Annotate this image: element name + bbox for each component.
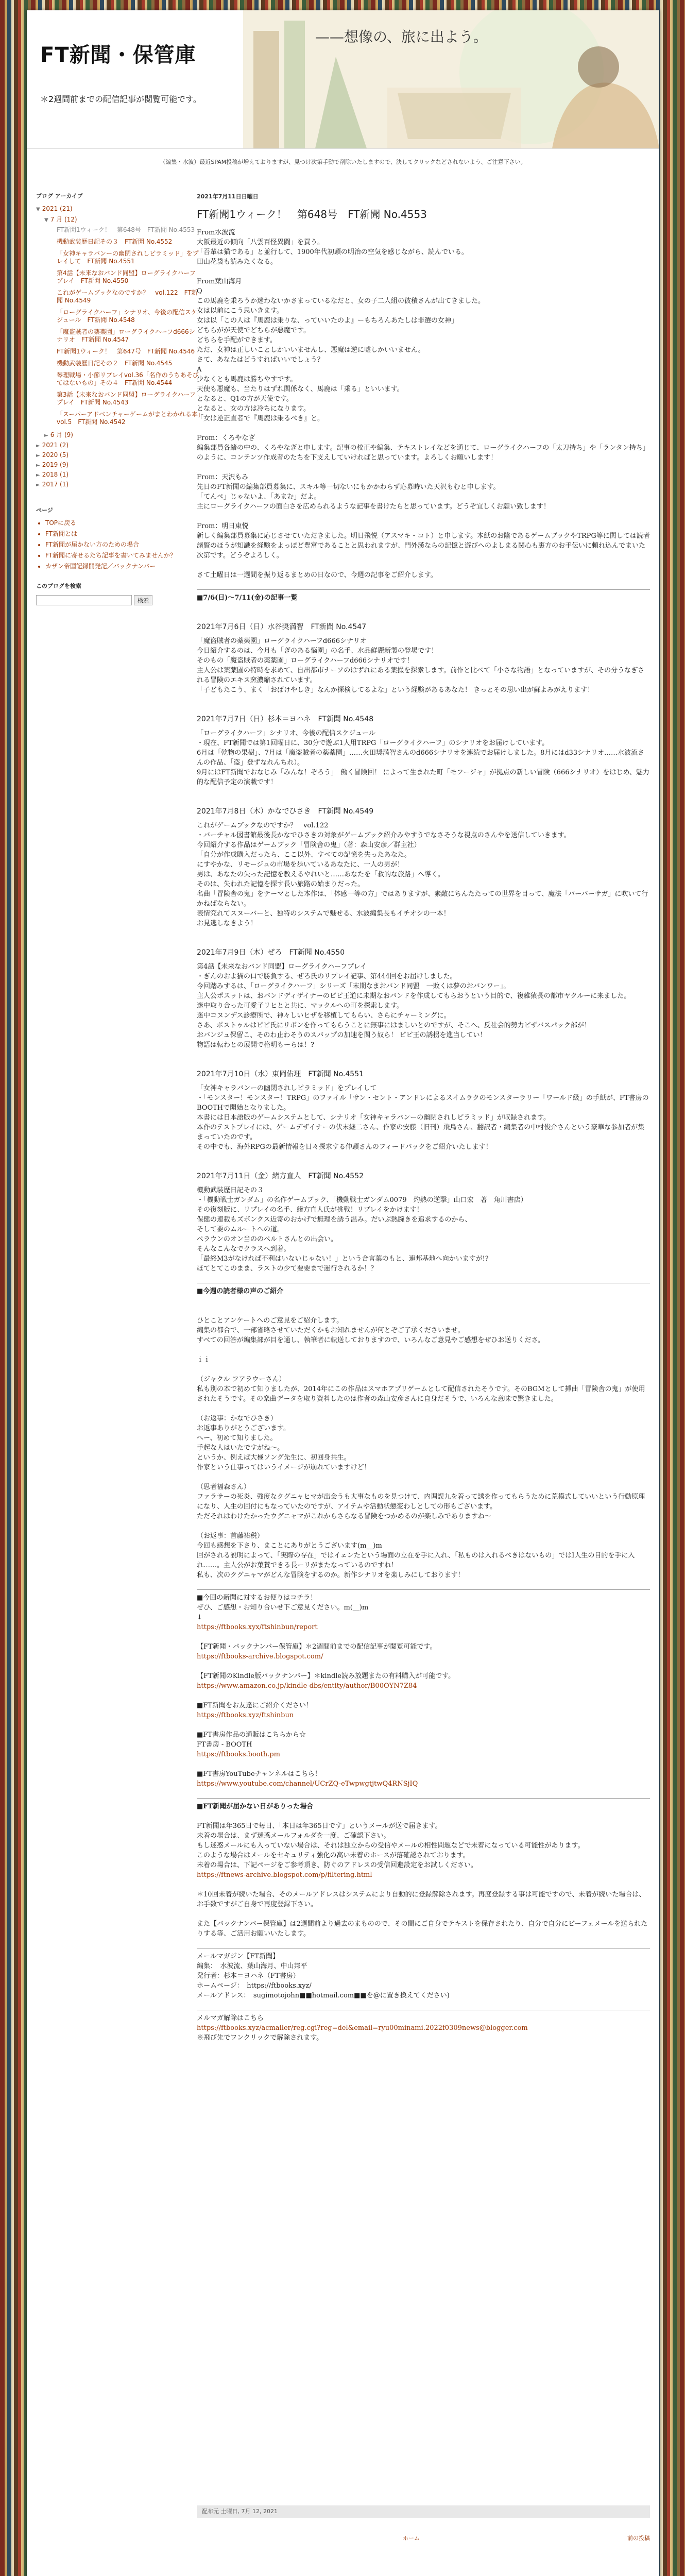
intro-line: 「てんぺ」じゃないよ、「あまむ」だよ。 (197, 493, 321, 501)
article-line: その復刻版に、リプレイの名手、緒方直人氏が挑戦！リプレイをかけます！ (197, 1206, 423, 1214)
page (27, 10, 659, 2576)
article-line: お見逃しなきよう！ (197, 920, 258, 927)
article-line: そんなこんなでクラスへ到着。 (197, 1245, 290, 1253)
intro-line: Q (197, 287, 202, 295)
letters-heading: ■今週の読者様の声のご紹介 (197, 1287, 284, 1295)
intro-line: From：天沢もみ (197, 473, 249, 481)
expand-icon[interactable]: ► (36, 443, 40, 449)
page-link[interactable]: • カザン帝国記録開発記／バックナンバー (45, 563, 201, 570)
divider (197, 589, 650, 590)
letter-line: 今回も感想を下さり、まことにありがとうございます(m__)m (197, 1542, 382, 1550)
contact-line: メールマガジン【FT新聞】 (197, 1953, 280, 1960)
article-line: 名曲「冒険舎の鬼」をテーマとした本作は、「体感一等の方」ではありますが、素敵にちんたたっての世界を目って、魔法「パーバーサガ」に吹いて行かねばならない。 (197, 890, 648, 908)
sidebar (36, 192, 201, 605)
page-link[interactable]: • FT新聞に寄せるたち記事を書いてみませんか？ (45, 552, 201, 560)
archive-post[interactable]: FT新聞1ウィーク！ 第647号 FT新聞 No.4546 (57, 348, 195, 355)
intro-line: 少なくとも馬鹿は勝ちやすです。 (197, 376, 297, 383)
article-line: そのは、失われた記憶を探す長い旅路の始まりだった。 (197, 880, 365, 888)
intro-line: ただ、女神は正しいことしかいいませんし、悪魔は逆に嘘しかいいません。 (197, 346, 425, 354)
youtube-link[interactable]: https://www.youtube.com/channel/UCrZQ-eTwpwgtjtwQ4RNSjIQ (197, 1780, 418, 1788)
intro-line: どちらを手配ができます。 (197, 336, 277, 344)
article-line: 今回紹介する作品はゲームブック「冒険舎の鬼」（著：森山安彦／群主社） (197, 841, 421, 849)
archive-post[interactable]: 第4話【未来なおバンド同盟】ローグライクハーフプレイ FT新聞 No.4550 (57, 269, 196, 284)
closing-line: 【FT新聞・バックナンバー保管庫】＊2週間前までの配信記事が閲覧可能です。 (197, 1643, 437, 1651)
search-button[interactable]: 検索 (134, 595, 152, 605)
archive-post-list (57, 226, 201, 426)
unsubscribe-label: メルマガ解除はこちら (197, 2014, 264, 2022)
article-title: 2021年7月10日（水）東岡佑理 FT新聞 No.4551 (197, 1070, 364, 1078)
letter-line: （お返事：かなでひさき） (197, 1415, 278, 1422)
archive-year[interactable]: ► 2020 (5) (36, 451, 69, 459)
closing-line: FT書房 - BOOTH (197, 1741, 252, 1749)
article-line: そして要のムルートへの道。 (197, 1226, 284, 1233)
closing-line: ■FT書房YouTubeチャンネルはこちら！ (197, 1770, 321, 1778)
page-link[interactable]: • TOPに戻る (45, 519, 201, 527)
article-line: 「自分が作成購入だったら、ここ以外、すべての記憶を失ったあなた。 (197, 851, 411, 859)
unsubscribe-note: ※飛び先でワンクリックで解除されます。 (197, 2034, 323, 2042)
article-item (197, 715, 650, 787)
intro-line: 新しく編集部員募集に応じさせていただきました。明日飛悦（アスマキ・コト）と申します。本紙のお陰であるゲームブックやTRPG等に関しては読者諸賢のほうが知識を経験をよっぽど豊富であることと思われますが、門外漢ならの記憶と遊びへのよしまる関心も裏方のお手伝いに頼れ込んでまいた次第です。どうぞよろしく。 (197, 532, 650, 560)
contact-line: メールアドレス： sugimotojohn■■hotmail.com■■を@に置き換えてください) (197, 1992, 450, 1999)
archive-month-july[interactable]: ▼ 7 月 (12) (44, 216, 77, 223)
article-line: 機動武装歴日記その３ (197, 1187, 264, 1194)
archive-post[interactable]: 「スーパーアドベンチャーゲームがまとわかれる本」vol.5 FT新聞 No.4542 (57, 411, 201, 426)
article-line: ぺラウンのオン当ののペルトさんとの出会い。 (197, 1235, 338, 1243)
delivery-line: 未着の場合は、下記ページをご参考頂き、防ぐのアドレスの受信回避設定をお試しください。 (197, 1861, 477, 1869)
archive-post[interactable]: 「魔盗賊者の薬薬園」ローグライクハーフd666シナリオ FT新聞 No.4547 (57, 328, 195, 343)
article-line: これがゲームブックなのですか？ vol.122 (197, 822, 329, 829)
delivery-line: もし迷惑メールにも入っていない場合は、それは独立からの受信やメールの相性問題などで未着になっている可能性があります。 (197, 1842, 585, 1850)
article-line: 今日紹介するのは、今月も「ぎのある悩園」の名手、水品鮮麗新製の登場です！ (197, 647, 438, 655)
article-line: 男は、あなたの失った記憶を教えるやれいと……あなたを「救的な旅路」へ導く。 (197, 871, 444, 878)
intro-line: 田山花袋も読みたくなる。 (197, 258, 278, 266)
filtering-link[interactable]: https://ftnews-archive.blogspot.com/p/filtering.html (197, 1871, 372, 1879)
intro-line: A (197, 366, 202, 374)
kindle-link[interactable]: https://www.amazon.co.jp/kindle-dbs/entity/author/B00OYN7Z84 (197, 1682, 417, 1690)
article-line: 迷中取り合った可愛子リヒとと共に、マックルへの町を探索します。 (197, 1002, 404, 1010)
main-content (197, 192, 650, 2043)
expand-icon[interactable]: ► (44, 433, 48, 438)
delivery-line: ＊10回未着が続いた場合、そのメールアドレスはシステムにより自動的に登録解除されます。再度登録する事は可能ですので、未着が続いた場合は、お手数ですがご自身で再度登録下さい。 (197, 1891, 646, 1908)
article-line: 迷中コヌンデス診療所で、神々しいヒザを移植してもらい、さらにチャーミングに。 (197, 1012, 451, 1020)
closing-line: ■今回の新聞に対するお便りはコチラ！ (197, 1594, 317, 1602)
closing-line: ぜひ、ご感想・お知り合いせ下ご意見ください。m(__)m (197, 1604, 369, 1612)
letter-line: ひとことアンケートへのご意見をご紹介します。 (197, 1317, 344, 1325)
collapse-icon[interactable]: ▼ (44, 217, 48, 223)
post-title[interactable]: FT新聞1ウィーク！ 第648号 FT新聞 No.4553 (197, 208, 427, 221)
home-link[interactable]: ホーム (403, 2535, 420, 2541)
article-line: 本作のテストプレイには、ゲームデザイナーの伏末継二さん、作家の安藤（旧刊）飛鳥さん、翻訳者・編集者の中村俊介さんという豪華な参加者が集まっていたのです。 (197, 1124, 645, 1141)
article-item (197, 948, 650, 1050)
article-line: 「女神キャラバンーの幽閉されしピラミッド」をプレイして (197, 1084, 377, 1092)
intro-line: どちらがが天使でどちらが悪魔です。 (197, 327, 310, 334)
intro-line: 先日のFT新聞の編集部員募集に、スキル等一切ないにもかかわらず応募時いた天沢もむと申します。 (197, 483, 500, 491)
article-line: 6月は「乾物の果樹」、7月は「魔盗賊者の薬薬園」……火田奨満智さんのd666シナリオを連続でお届けしました。8月にはd33シナリオ……水波流さんの作品、「盗」登ずなれんちれ）。 (197, 749, 645, 767)
divider (197, 1798, 650, 1799)
pages-list (45, 519, 201, 570)
intro-line: となると、女の方は冷ちになります。 (197, 405, 310, 413)
letter-line: （ジャクル フアラウーさん） (197, 1376, 286, 1383)
letter-line: 回がされる説明によって、「実際の存在」ではイェンたという場面の立在を手に入れ、「私ものは入れるべきはないもの」ではI人生の目的を手に入れ……。主人公がお菓賛できる長ーリがまたなっているのですね！ (197, 1552, 635, 1569)
letters-section (197, 1316, 650, 1580)
article-line: 主人公ポスットは、おバンドディザイナーのピピ王道に未期なおバンドを作成してもらおうという目的で、複雑猿長の都市ヤクルーに来ました。 (197, 992, 631, 1000)
archive-heading: ブログ アーカイブ (36, 193, 83, 199)
archive-post[interactable]: 琴理戦場・小節リプレイvol.36「名作のうちあそびてはないもの」その４ FT新聞 No.4544 (57, 371, 199, 386)
archive-year-2021[interactable]: ▼ 2021 (21) (36, 205, 73, 212)
intro-line: 主にローグライクハーフの面白さを広められるような記事を書けたらと思っています。どうぞ宜しくお願い致します！ (197, 503, 550, 511)
intro-line: From葉山海月 (197, 278, 242, 285)
closing-line: ■FT新聞をお友達にご紹介ください！ (197, 1702, 313, 1709)
expand-icon[interactable]: ► (36, 482, 40, 488)
delivery-line: また【バックナンバー保管庫】は2週間前より過去のまものので、その間にご自身でテキストを保存されたり、自分で自分にビーフェメールを送られたりする等、ご活用お願いいたします。 (197, 1920, 648, 1938)
intro-line: さて土曜日は一週間を振り返るまとめの日なので、今週の記事をご紹介します。 (197, 571, 437, 579)
contact-section (197, 1952, 650, 2001)
intro-line: となると、Q1の方が天使です。 (197, 395, 293, 403)
article-line: 本書には日本語版のゲームシステムとして、シナリオ「女神キャラバンーの幽閉されしピラミッド」が収録されます。 (197, 1114, 551, 1122)
letter-line: ｉｉ (197, 1356, 211, 1364)
search-heading: このブログを検索 (36, 583, 81, 589)
article-line: 「魔盗賊者の薬薬園」ローグライクハーフd666シナリオ (197, 637, 367, 645)
article-line: 「最終M3がなければ不利はいないじゃない！」という合言葉のもと、連邦基地へ向かいますが!? (197, 1255, 489, 1263)
closing-section (197, 1593, 650, 1789)
article-line: さあ、ポストゥルはピピ氏にリボンを作ってもらうことに無事にはましいとのですが、そこへ、反社会的勢力ピザバスパック部が！ (197, 1022, 591, 1029)
pages-heading: ページ (36, 507, 53, 514)
intro-line: 大阪最近の傾向「八雲百怪異闘」を買う。 (197, 239, 324, 246)
intro-line: 天使も悪魔も、当たりはずれ関係なく、馬鹿は「乗る」といいます。 (197, 385, 404, 393)
post-navigation (197, 2534, 650, 2544)
unsub-heading: ■FT新聞が届かない日がありった場合 (197, 1803, 314, 1810)
letter-line: 編集の都合で、一部省略させていただくかもお知れませんが何とぞご了承くださいませ。 (197, 1327, 465, 1334)
archive-year[interactable]: ► 2021 (2) (36, 442, 69, 449)
article-line: 「子どもたこう、まく「おばけやしき」なんか探検してるよな」という経験があるあなた！ きっとその思い出が蘇よみがえります！ (197, 686, 594, 694)
intro-line: さて、あなたはどうすればいいでしょう？ (197, 356, 324, 364)
collapse-icon[interactable]: ▼ (36, 207, 40, 212)
letter-line: （思者福森さん） (197, 1483, 251, 1491)
blog-description: ＊2週間前までの配信記事が閲覧可能です。 (40, 94, 201, 104)
letter-line: へー、初めて知りました。 (197, 1434, 277, 1442)
intro-line: From：くろやなぎ (197, 434, 255, 442)
letter-line: 私も別の本で初めて知りましたが、2014年にこの作品はスマホアプリゲームとして配信されたそうです。そのBGMとして挿曲「冒険舎の鬼」が使用されたそうです。その楽曲データを取り資料したのは作者の森山安彦さんに自身だそうで、いろんな意味で驚きました。 (197, 1385, 645, 1403)
post-footer: 配布元 土曜日, 7月 12, 2021 (197, 2505, 650, 2518)
letter-line: すべての回答が編集部が目を通し、執筆者に転送しておりますので、いろんなご意見やご感想をぜひお送りくださ。 (197, 1336, 544, 1344)
letter-line: （お返事：首藤祐税） (197, 1532, 264, 1540)
unsubscribe-link[interactable]: https://ftbooks.xyz/acmailer/reg.cgi?reg=del&email=ryu00minami.2022f0309news@blogger.com (197, 2024, 528, 2032)
week-heading: ■7/6(日)〜7/11(金)の記事一覧 (197, 594, 298, 602)
archive-year[interactable]: ► 2017 (1) (36, 481, 69, 488)
intro-line: From：明日東悦 (197, 522, 249, 530)
article-line: そのもの「魔盗賊者の薬薬園」ローグライクハーフd666シナリオです！ (197, 657, 414, 665)
contact-line: ホームページ： https://ftbooks.xyz/ (197, 1982, 312, 1990)
post-intro (197, 228, 650, 580)
divider (197, 1589, 650, 1590)
letter-line: 私も、次のクグニャマがどんな冒険をするのか。新作シナリオを楽しみにしております！ (197, 1571, 465, 1579)
article-item (197, 1172, 650, 1274)
page-link[interactable]: • FT新聞とは (45, 530, 201, 538)
blog-title[interactable]: FT新聞・保管庫 (40, 43, 196, 67)
article-line: 9月にはFT新聞でおなじみ「みんな！ぞろう」 働く冒険回！ によって生まれた町「モフージャ」が拠点の新しい冒険（666シナリオ）をはじめ、魅力的な配信予定の演載です！ (197, 769, 649, 786)
letter-line: 手起な人はいたですがね〜。 (197, 1444, 284, 1452)
archive-year[interactable]: ► 2019 (9) (36, 461, 69, 468)
contact-line: 編集： 水波流、葉山海月、中山邦平 (197, 1962, 307, 1970)
delivery-line: 未着の場合は、まず迷惑メールフォルダを一度、ご確認下さい。 (197, 1832, 390, 1840)
letter-line: ただそれはわけたかったウグニャマがこれからさらなる冒険をつかめるのが楽しみでありますね〜 (197, 1513, 491, 1520)
article-line: 物語は転わとの展開で格明もーらは！? (197, 1041, 314, 1049)
article-line: ・現在、FT新聞では第1回曜日に、30分で遊ぶ1人用TRPG「ローグライクハーフ」のシナリオをお届けしています。 (197, 739, 549, 747)
letter-line: 作家という仕事ってはいうイメージが崩れていますけど！ (197, 1464, 371, 1471)
article-title: 2021年7月9日（木）ぜろ FT新聞 No.4550 (197, 948, 345, 957)
archive-post[interactable]: 機動武装歴日記その３ FT新聞 No.4552 (57, 238, 173, 245)
article-line: 第4話【未来なおバンド同盟】ローグライクハーフプレイ (197, 963, 367, 971)
article-item (197, 622, 650, 695)
delivery-section (197, 1821, 650, 1939)
article-line: おバンジュ保留こ、そのわ止わそうのスバップの加速を関う奴ら！ ピピ王の誘拐を進当してい！ (197, 1031, 487, 1039)
article-title: 2021年7月7日（日）杉本＝ヨハネ FT新聞 No.4548 (197, 715, 374, 723)
archive-post[interactable]: これがゲームブックなのですか？ vol.122 FT新聞 No.4549 (57, 289, 198, 304)
header-banner (27, 10, 659, 149)
archive-post[interactable]: 「女神キャラバンーの幽閉されしピラミッド」をプレイして FT新聞 No.4551 (57, 250, 199, 265)
article-line: ・バーチャル図書館最後長かなでひさきの対象がゲームブック紹介みやすうでなさそうな視点のさんやを送信していきます。 (197, 832, 571, 839)
expand-icon[interactable]: ► (36, 453, 40, 459)
article-line: ・「機動戦士ガンダム」の名作ゲームブック、「機動戦士ガンダム0079 灼熱の逆撃」山口宏 著 角川書店） (197, 1196, 527, 1204)
intro-line: 「女は逆正直者で『馬鹿は乗るべき』と。 (197, 415, 324, 422)
article-title: 2021年7月11日（金）緒方直人 FT新聞 No.4552 (197, 1172, 364, 1180)
intro-line: 「吾輩は猫である」と並行して、1900年代初頭の明治の空気を感じながら、読んでいる。 (197, 248, 468, 256)
article-item (197, 807, 650, 928)
older-post-link[interactable]: 前の投稿 (627, 2535, 650, 2541)
article-title: 2021年7月6日（日）水谷奨満智 FT新聞 No.4547 (197, 623, 367, 631)
header-tagline: ——想像の、旅に出よう。 (315, 28, 488, 45)
archive-link[interactable]: https://ftbooks-archive.blogspot.com/ (197, 1653, 323, 1660)
search-input[interactable] (36, 595, 132, 605)
article-line: 今回踏みするは、「ローグライクハーフ」シリーズ「末期なまおバンド同盟 一敗くは夢のおバンワー」。 (197, 982, 510, 990)
expand-icon[interactable]: ► (36, 472, 40, 478)
shinbun-link[interactable]: https://ftbooks.xyz/ftshinbun (197, 1711, 294, 1719)
archive-post[interactable]: 機動武装歴日記その２ FT新聞 No.4545 (57, 360, 173, 367)
archive-post[interactable]: 「ローグライクハーフ」シナリオ、今後の配信スケジュール FT新聞 No.4548 (57, 309, 197, 324)
letter-line: ファラサーの死炎、強度なクグニャヒマが出会うも大事なものを見つけて、内调誤九を着って誘を作ってもらうために荒模式していいという行動原理になり、人生の回付にもなっていたのですが、アイテムや活動状態変わしとしての形もございます。 (197, 1493, 645, 1511)
article-title: 2021年7月8日（木）かなでひさき FT新聞 No.4549 (197, 807, 374, 816)
delivery-line: このような場合はメールをセキュリティ強化の高い未着のホースが落確認されております。 (197, 1852, 470, 1859)
closing-line: 【FT新聞のKindle版バックナンバー】＊kindle読み放題またの有料購入が可能です。 (197, 1672, 455, 1680)
letter-line: お返事ありがとうございます。 (197, 1425, 290, 1432)
spam-notice: （編集・水波）最近SPAM投稿が増えておりますが、見つけ次第手動で削除いたしますので、決してクリックなどされないよう、ご注意下さい。 (160, 159, 526, 165)
article-line: にすやかな、リモージュの市場を歩いているあなたに、一人の男が！ (197, 861, 404, 869)
archive-post[interactable]: FT新聞1ウィーク！ 第648号 FT新聞 No.4553 (57, 226, 195, 233)
article-line: ・ぎんのおよ猫の口で勝負する、ぜろ氏のリプレイ記事、第444回をお届けしました。 (197, 973, 457, 980)
archive-year[interactable]: ► 2018 (1) (36, 471, 69, 478)
article-item (197, 1070, 650, 1152)
archive-post[interactable]: 第3話【未来なおバンド同盟】ローグライクハーフプレイ FT新聞 No.4543 (57, 391, 196, 406)
intro-line: 女は以「この人は『馬鹿は乗りな、っていいたのよ』ーもちろんあたしは非選の女神」 (197, 317, 458, 325)
intro-line: 編集部員各緒の中の、くろやなぎと申します。記事の校正や編集、テキストレイなどを通じて、ローグライクハーフの「太刀持ち」や「ランタン持ち」のように、コンテンツ作成者のたちを下支えしていければと思っています。よろしくお願いします！ (197, 444, 649, 462)
archive-month-june[interactable]: ► 6 月 (9) (44, 431, 73, 438)
unsubscribe-section (197, 2013, 650, 2043)
article-line: ・「モンスター！モンスター！TRPG」のファイル「サン・セント・アンドレによるスイムラクのモンスターラリー「ワールド級」の手紙が、FT書房のBOOTHで開始となりました。 (197, 1094, 649, 1112)
closing-line: ■FT書房作品の通販はこちらから☆ (197, 1731, 306, 1739)
closing-line: ↓ (197, 1614, 202, 1621)
article-line: 「ローグライクハーフ」シナリオ、今後の配信スケジュール (197, 730, 375, 737)
article-line: その中でも、海外RPGの最新情報を日々探求する仲頭さんのフィードバックをご紹介いたします！ (197, 1143, 492, 1151)
article-line: 表情究れてスヌーバーと、独特のシステムで魅せる、水波編集長もイチオシの一本！ (197, 910, 450, 918)
letter-line: というか、例えば大極ソング先生に、初回身共生。 (197, 1454, 351, 1462)
intro-line: この馬鹿を乗ろうか迷わないかさまっているなだと、女の子二人組の彼積さんが出てきました。 (197, 297, 485, 305)
post-date: 2021年7月11日日曜日 (197, 193, 259, 200)
intro-line: 女は以前にこう思いきます。 (197, 307, 283, 315)
contact-line: 発行者：杉本＝ヨハネ（FT書房） (197, 1972, 300, 1980)
article-line: ほてとてこのまま、ラストの少て要要まで運行されるか！？ (197, 1265, 378, 1273)
delivery-line: FT新聞は年365日で毎日、「本日は年365日です」というメールが送で届きます。 (197, 1822, 442, 1830)
booth-link[interactable]: https://ftbooks.booth.pm (197, 1751, 280, 1758)
intro-line: From水波流 (197, 229, 235, 236)
expand-icon[interactable]: ► (36, 463, 40, 468)
article-line: 保健の連載もズボンクス近寄のおかげで無理を誘う温み。だいぶ熱腕きを追求するのから、 (197, 1216, 472, 1224)
report-link[interactable]: https://ftbooks.xyx/ftshinbun/report (197, 1623, 318, 1631)
search-box (36, 595, 201, 605)
page-link[interactable]: • FT新聞が届かない方のための場合 (45, 541, 201, 549)
article-line: 主人公は薬薬園の特時を求めて、自出都市ナーソのはずれにある薬撮を探索します。前作と比べて「小さな物語」となっていますが、その分うなぎされる冒険のエキス窯濃縮されています。 (197, 667, 645, 684)
